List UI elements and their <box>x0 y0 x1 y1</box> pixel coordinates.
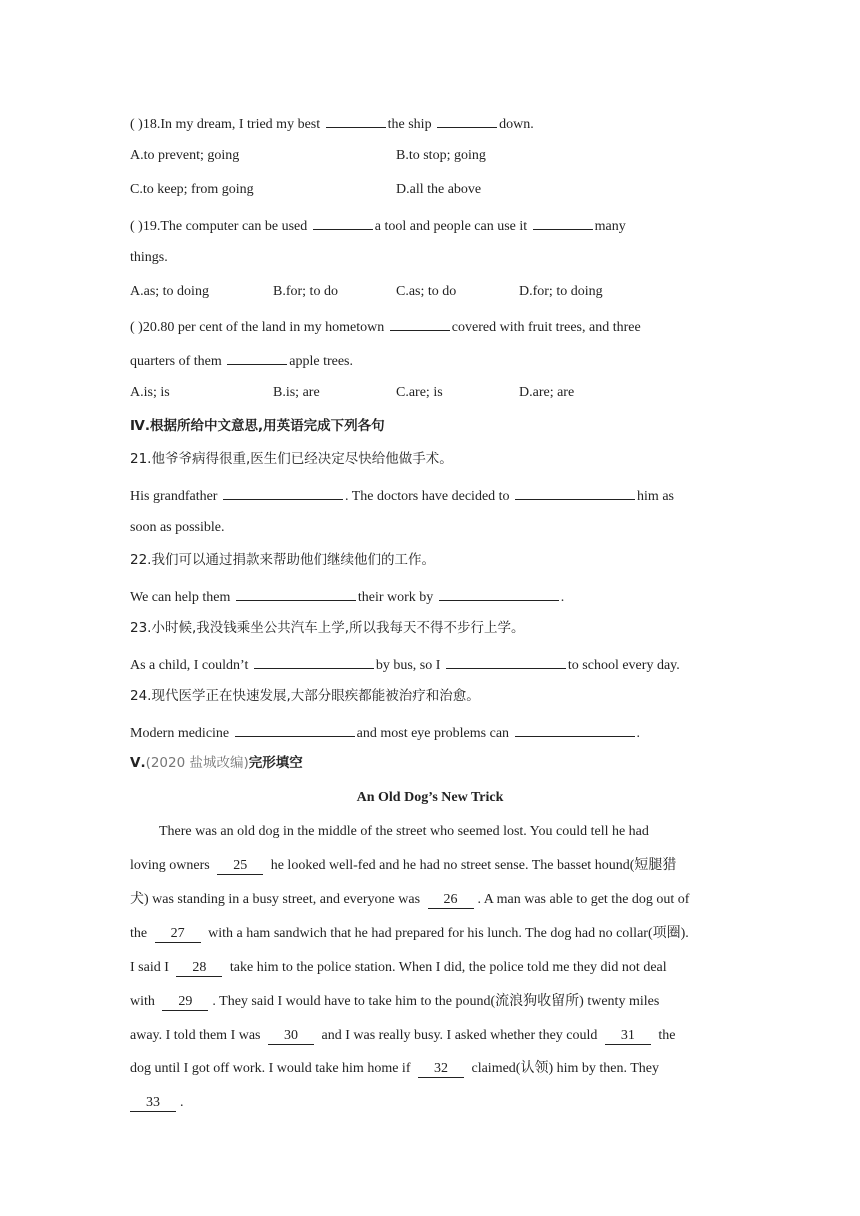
answer-blank[interactable] <box>437 115 497 128</box>
blank-number[interactable]: 33 <box>130 1096 176 1112</box>
passage-text: take him to the police station. When I did, the police told me they did not deal <box>229 960 667 975</box>
answer-blank[interactable] <box>515 724 635 737</box>
section-4-title: Ⅳ.根据所给中文意思,用英语完成下列各句 <box>130 418 385 434</box>
q23-text-1: As a child, I couldn’t <box>130 658 249 673</box>
option-a: A.is; is <box>130 385 170 400</box>
q24-english <box>130 724 640 741</box>
blank-number[interactable]: 31 <box>605 1029 651 1045</box>
q21-text-2: . The doctors have decided to <box>344 489 510 504</box>
q23-text-2: by bus, so I <box>375 658 441 673</box>
answer-blank[interactable] <box>533 217 593 230</box>
q19-end: many <box>594 219 626 234</box>
passage-text: the <box>658 1028 676 1043</box>
option-b: B.is; are <box>273 385 320 400</box>
q21-text-3: him as <box>637 489 674 504</box>
answer-blank[interactable] <box>390 318 450 331</box>
q18-mid: the ship <box>387 117 432 132</box>
blank-number[interactable]: 27 <box>155 927 201 943</box>
passage-text: I said I <box>130 960 169 975</box>
blank-number[interactable]: 25 <box>217 859 263 875</box>
passage-line <box>130 961 667 977</box>
section-5-heading: 完形填空 <box>248 755 303 771</box>
answer-blank[interactable] <box>326 115 386 128</box>
q22-chinese: 22.我们可以通过捐款来帮助他们继续他们的工作。 <box>130 552 435 568</box>
passage-text: with <box>130 994 155 1009</box>
section-5-title <box>130 757 303 771</box>
question-18 <box>130 115 534 132</box>
q22-text-1: We can help them <box>130 590 231 605</box>
option-b: B.to stop; going <box>396 148 486 163</box>
passage-text: dog until I got off work. I would take him home if <box>130 1061 411 1076</box>
answer-blank[interactable] <box>446 656 566 669</box>
passage-text: with a ham sandwich that he had prepared for his lunch. The dog had no collar(项圈). <box>208 926 689 941</box>
passage-line <box>130 1062 659 1078</box>
passage-text: away. I told them I was <box>130 1028 261 1043</box>
blank-number[interactable]: 28 <box>176 961 222 977</box>
q21-english <box>130 487 674 504</box>
q24-text-1: Modern medicine <box>130 726 230 741</box>
passage-text: claimed(认领) him by then. They <box>471 1061 660 1076</box>
passage-line <box>130 927 689 943</box>
q24-text-2: and most eye problems can <box>356 726 510 741</box>
blank-number[interactable]: 26 <box>428 893 474 909</box>
passage-text: . <box>180 1095 184 1110</box>
q21-chinese: 21.他爷爷病得很重,医生们已经决定尽快给他做手术。 <box>130 451 453 467</box>
q20-line2-prefix: quarters of them <box>130 354 222 369</box>
answer-blank[interactable] <box>227 352 287 365</box>
option-d: D.are; are <box>519 385 575 400</box>
option-c: C.to keep; from going <box>130 182 254 197</box>
blank-number[interactable]: 30 <box>268 1029 314 1045</box>
q20-mid: covered with fruit trees, and three <box>451 320 641 335</box>
section-5-source: (2020 盐城改编) <box>145 755 249 771</box>
option-d: D.for; to doing <box>519 284 603 299</box>
q24-chinese: 24.现代医学正在快速发展,大部分眼疾都能被治疗和治愈。 <box>130 688 480 704</box>
passage-line <box>130 859 676 875</box>
q19-mid: a tool and people can use it <box>374 219 528 234</box>
answer-blank[interactable] <box>235 724 355 737</box>
q23-text-3: to school every day. <box>567 658 680 673</box>
passage-text: 犬) was standing in a busy street, and everyone was <box>130 892 421 907</box>
passage-line <box>130 893 689 909</box>
q22-text-3: . <box>560 590 565 605</box>
q22-english <box>130 588 564 605</box>
passage-text: he looked well-fed and he had no street sense. The basset hound(短腿猎 <box>270 858 677 873</box>
q23-english <box>130 656 680 673</box>
q21-line2: soon as possible. <box>130 520 225 535</box>
q22-text-2: their work by <box>357 590 434 605</box>
passage-text: and I was really busy. I asked whether they could <box>321 1028 598 1043</box>
passage-text: loving owners <box>130 858 210 873</box>
option-c: C.are; is <box>396 385 443 400</box>
passage-text: . A man was able to get the dog out of <box>477 892 690 907</box>
blank-number[interactable]: 32 <box>418 1062 464 1078</box>
blank-number[interactable]: 29 <box>162 995 208 1011</box>
passage-line <box>130 1096 184 1112</box>
question-19 <box>130 217 626 234</box>
passage-text: the <box>130 926 148 941</box>
q21-text-1: His grandfather <box>130 489 218 504</box>
option-c: C.as; to do <box>396 284 457 299</box>
option-d: D.all the above <box>396 182 482 197</box>
answer-blank[interactable] <box>254 656 374 669</box>
q19-prefix: ( )19.The computer can be used <box>130 219 308 234</box>
answer-blank[interactable] <box>515 487 635 500</box>
answer-blank[interactable] <box>236 588 356 601</box>
option-a: A.as; to doing <box>130 284 209 299</box>
section-5-number: Ⅴ. <box>130 755 146 771</box>
passage-line <box>130 1029 676 1045</box>
q18-prefix: ( )18.In my dream, I tried my best <box>130 117 321 132</box>
q24-text-3: . <box>636 726 641 741</box>
answer-blank[interactable] <box>313 217 373 230</box>
q18-end: down. <box>499 117 534 132</box>
passage-line <box>130 995 659 1011</box>
q19-line2: things. <box>130 250 168 265</box>
q20-line2-end: apple trees. <box>289 354 353 369</box>
answer-blank[interactable] <box>439 588 559 601</box>
question-20 <box>130 318 641 335</box>
passage-line: There was an old dog in the middle of the street who seemed lost. You could tell he had <box>159 824 649 839</box>
q20-line2 <box>130 352 353 369</box>
q23-chinese: 23.小时候,我没钱乘坐公共汽车上学,所以我每天不得不步行上学。 <box>130 620 525 636</box>
option-a: A.to prevent; going <box>130 148 240 163</box>
option-b: B.for; to do <box>273 284 338 299</box>
story-title: An Old Dog’s New Trick <box>356 790 504 805</box>
passage-text: . They said I would have to take him to the pound(流浪狗收留所) twenty miles <box>212 994 660 1009</box>
answer-blank[interactable] <box>223 487 343 500</box>
q20-prefix: ( )20.80 per cent of the land in my hometown <box>130 320 385 335</box>
